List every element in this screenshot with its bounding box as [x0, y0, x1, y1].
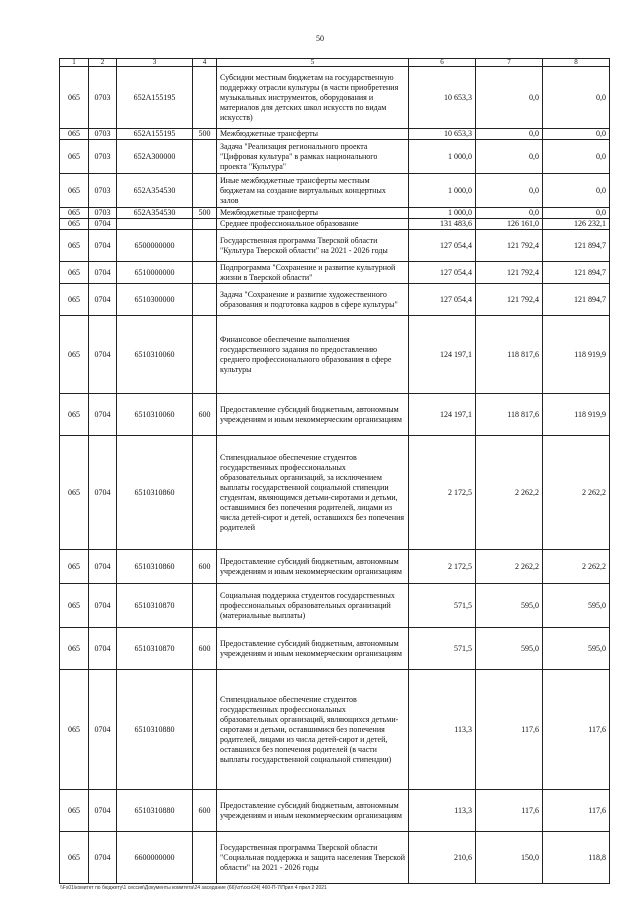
amount-2023-cell: 0,0 [543, 140, 610, 174]
target-article-cell: 6510310870 [117, 584, 193, 628]
section-code-cell: 0704 [89, 262, 117, 284]
amount-2022-cell: 126 161,0 [476, 219, 543, 230]
footer-file-path: \\Fs01\комитет по бюджету\1 сессия\Документы комитета\24 заседание (66)\от\осн\24) 460-П-7\Прил 4 прил 2 2021 [60, 885, 327, 891]
ministry-code-cell: 065 [60, 129, 89, 140]
ministry-code-cell: 065 [60, 584, 89, 628]
amount-2023-cell: 118 919,9 [543, 394, 610, 436]
expense-type-cell: 600 [193, 550, 217, 584]
amount-2021-cell: 127 054,4 [409, 262, 476, 284]
amount-2021-cell: 210,6 [409, 832, 476, 884]
section-code-cell: 0704 [89, 790, 117, 832]
table-row [60, 219, 610, 230]
amount-2021-cell: 10 653,3 [409, 129, 476, 140]
table-row [60, 174, 610, 208]
amount-2021-cell: 113,3 [409, 670, 476, 790]
ministry-code-cell: 065 [60, 262, 89, 284]
ministry-code-cell: 065 [60, 394, 89, 436]
amount-2022-cell: 150,0 [476, 832, 543, 884]
description-cell: Субсидии местным бюджетам на государственную поддержку отрасли культуры (в части приобретения музыкальных инструментов, оборудования и материалов для детских школ искусств по видам искусств) [217, 67, 409, 129]
section-code-cell: 0703 [89, 67, 117, 129]
amount-2021-cell: 10 653,3 [409, 67, 476, 129]
expense-type-cell [193, 670, 217, 790]
amount-2022-cell: 0,0 [476, 174, 543, 208]
ministry-code-cell: 065 [60, 208, 89, 219]
table-row [60, 316, 610, 394]
section-code-cell: 0704 [89, 628, 117, 670]
ministry-code-cell: 065 [60, 436, 89, 550]
section-code-cell: 0704 [89, 316, 117, 394]
header-cell: 6 [409, 59, 476, 67]
expense-type-cell [193, 436, 217, 550]
target-article-cell: 6600000000 [117, 832, 193, 884]
table-row [60, 584, 610, 628]
amount-2023-cell: 118,8 [543, 832, 610, 884]
amount-2023-cell: 121 894,7 [543, 262, 610, 284]
amount-2021-cell: 2 172,5 [409, 550, 476, 584]
table-row [60, 550, 610, 584]
amount-2022-cell: 0,0 [476, 67, 543, 129]
table-row [60, 670, 610, 790]
table-row [60, 284, 610, 316]
amount-2021-cell: 2 172,5 [409, 436, 476, 550]
description-cell: Предоставление субсидий бюджетным, автономным учреждениям и иным некоммерческим организациям [217, 394, 409, 436]
section-code-cell: 0703 [89, 129, 117, 140]
description-cell: Предоставление субсидий бюджетным, автономным учреждениям и иным некоммерческим организациям [217, 790, 409, 832]
target-article-cell: 6510310060 [117, 316, 193, 394]
target-article-cell: 6510310880 [117, 670, 193, 790]
amount-2021-cell: 113,3 [409, 790, 476, 832]
target-article-cell: 6510300000 [117, 284, 193, 316]
amount-2021-cell: 127 054,4 [409, 230, 476, 262]
section-code-cell: 0704 [89, 550, 117, 584]
table-row [60, 436, 610, 550]
description-cell: Подпрограмма "Сохранение и развитие культурной жизни в Тверской области" [217, 262, 409, 284]
table-row [60, 832, 610, 884]
section-code-cell: 0704 [89, 219, 117, 230]
ministry-code-cell: 065 [60, 140, 89, 174]
amount-2022-cell: 118 817,6 [476, 394, 543, 436]
description-cell: Стипендиальное обеспечение студентов государственных профессиональных образовательных организаций, являющихся детьми-сиротами и детьми, оставшимися без попечения родителей, лицами из числа детей-сирот и детей, оставшихся без попечения родителей (в части выплаты государственной социальной стипендии) [217, 670, 409, 790]
description-cell: Межбюджетные трансферты [217, 208, 409, 219]
description-cell: Задача "Реализация регионального проекта "Цифровая культура" в рамках национального проекта "Культура" [217, 140, 409, 174]
amount-2022-cell: 117,6 [476, 670, 543, 790]
amount-2022-cell: 0,0 [476, 140, 543, 174]
amount-2021-cell: 124 197,1 [409, 394, 476, 436]
ministry-code-cell: 065 [60, 628, 89, 670]
expense-type-cell [193, 67, 217, 129]
ministry-code-cell: 065 [60, 230, 89, 262]
target-article-cell: 652A155195 [117, 129, 193, 140]
amount-2023-cell: 0,0 [543, 174, 610, 208]
amount-2023-cell: 121 894,7 [543, 284, 610, 316]
target-article-cell: 6510310870 [117, 628, 193, 670]
expense-type-cell: 600 [193, 628, 217, 670]
header-cell: 1 [60, 59, 89, 67]
amount-2023-cell: 2 262,2 [543, 436, 610, 550]
expense-type-cell [193, 140, 217, 174]
section-code-cell: 0703 [89, 140, 117, 174]
target-article-cell: 6510310860 [117, 436, 193, 550]
expense-type-cell: 600 [193, 394, 217, 436]
expense-type-cell: 500 [193, 129, 217, 140]
amount-2023-cell: 595,0 [543, 584, 610, 628]
target-article-cell: 6510310860 [117, 550, 193, 584]
expense-type-cell [193, 832, 217, 884]
amount-2023-cell: 0,0 [543, 208, 610, 219]
description-cell: Задача "Сохранение и развитие художественного образования и подготовка кадров в сфере культуры" [217, 284, 409, 316]
table-row [60, 67, 610, 129]
amount-2021-cell: 571,5 [409, 584, 476, 628]
ministry-code-cell: 065 [60, 832, 89, 884]
description-cell: Предоставление субсидий бюджетным, автономным учреждениям и иным некоммерческим организациям [217, 550, 409, 584]
table-row [60, 140, 610, 174]
amount-2023-cell: 118 919,9 [543, 316, 610, 394]
section-code-cell: 0704 [89, 394, 117, 436]
amount-2023-cell: 0,0 [543, 67, 610, 129]
section-code-cell: 0703 [89, 174, 117, 208]
header-cell: 8 [543, 59, 610, 67]
table-row [60, 628, 610, 670]
amount-2022-cell: 121 792,4 [476, 284, 543, 316]
description-cell: Государственная программа Тверской области "Социальная поддержка и защита населения Тверской области" на 2021 - 2026 годы [217, 832, 409, 884]
page-number: 50 [316, 34, 324, 43]
section-code-cell: 0703 [89, 208, 117, 219]
description-cell: Межбюджетные трансферты [217, 129, 409, 140]
description-cell: Стипендиальное обеспечение студентов государственных профессиональных образовательных организаций, за исключением выплаты государственной социальной стипендии студентам, являющимся детьми-сиротами и детьми, оставшимися без попечения родителей, лицами из числа детей-сирот и детей, оставшихся без попечения родителей [217, 436, 409, 550]
expense-type-cell [193, 284, 217, 316]
expense-type-cell [193, 262, 217, 284]
expense-type-cell [193, 219, 217, 230]
amount-2022-cell: 117,6 [476, 790, 543, 832]
expense-type-cell [193, 584, 217, 628]
amount-2023-cell: 595,0 [543, 628, 610, 670]
ministry-code-cell: 065 [60, 316, 89, 394]
table-header-row [60, 59, 610, 67]
table-row [60, 129, 610, 140]
amount-2022-cell: 595,0 [476, 628, 543, 670]
amount-2023-cell: 117,6 [543, 670, 610, 790]
target-article-cell: 652A155195 [117, 67, 193, 129]
header-cell: 2 [89, 59, 117, 67]
ministry-code-cell: 065 [60, 550, 89, 584]
ministry-code-cell: 065 [60, 790, 89, 832]
table-row [60, 790, 610, 832]
amount-2023-cell: 2 262,2 [543, 550, 610, 584]
amount-2022-cell: 0,0 [476, 129, 543, 140]
section-code-cell: 0704 [89, 670, 117, 790]
header-cell: 4 [193, 59, 217, 67]
amount-2021-cell: 127 054,4 [409, 284, 476, 316]
section-code-cell: 0704 [89, 230, 117, 262]
amount-2022-cell: 2 262,2 [476, 436, 543, 550]
expense-type-cell [193, 316, 217, 394]
target-article-cell: 6510310060 [117, 394, 193, 436]
section-code-cell: 0704 [89, 436, 117, 550]
amount-2022-cell: 118 817,6 [476, 316, 543, 394]
target-article-cell: 652A300000 [117, 140, 193, 174]
target-article-cell: 6510000000 [117, 262, 193, 284]
header-cell: 3 [117, 59, 193, 67]
amount-2021-cell: 131 483,6 [409, 219, 476, 230]
expense-type-cell [193, 230, 217, 262]
target-article-cell: 6510310880 [117, 790, 193, 832]
ministry-code-cell: 065 [60, 284, 89, 316]
description-cell: Финансовое обеспечение выполнения государственного задания по предоставлению среднего профессионального образования в сфере культуры [217, 316, 409, 394]
amount-2021-cell: 124 197,1 [409, 316, 476, 394]
ministry-code-cell: 065 [60, 174, 89, 208]
ministry-code-cell: 065 [60, 670, 89, 790]
description-cell: Социальная поддержка студентов государственных профессиональных образовательных организаций (материальные выплаты) [217, 584, 409, 628]
description-cell: Государственная программа Тверской области "Культура Тверской области" на 2021 - 2026 годы [217, 230, 409, 262]
expense-type-cell: 500 [193, 208, 217, 219]
amount-2021-cell: 1 000,0 [409, 174, 476, 208]
table-row [60, 208, 610, 219]
section-code-cell: 0704 [89, 832, 117, 884]
amount-2022-cell: 121 792,4 [476, 230, 543, 262]
table-row [60, 394, 610, 436]
ministry-code-cell: 065 [60, 219, 89, 230]
amount-2022-cell: 2 262,2 [476, 550, 543, 584]
description-cell: Иные межбюджетные трансферты местным бюджетам на создание виртуальных концертных залов [217, 174, 409, 208]
target-article-cell: 6500000000 [117, 230, 193, 262]
amount-2022-cell: 121 792,4 [476, 262, 543, 284]
target-article-cell [117, 219, 193, 230]
ministry-code-cell: 065 [60, 67, 89, 129]
amount-2023-cell: 126 232,1 [543, 219, 610, 230]
header-cell: 5 [217, 59, 409, 67]
expense-type-cell: 600 [193, 790, 217, 832]
table-row [60, 230, 610, 262]
amount-2023-cell: 121 894,7 [543, 230, 610, 262]
header-cell: 7 [476, 59, 543, 67]
amount-2021-cell: 571,5 [409, 628, 476, 670]
section-code-cell: 0704 [89, 584, 117, 628]
amount-2022-cell: 595,0 [476, 584, 543, 628]
target-article-cell: 652A354530 [117, 208, 193, 219]
amount-2023-cell: 117,6 [543, 790, 610, 832]
target-article-cell: 652A354530 [117, 174, 193, 208]
description-cell: Предоставление субсидий бюджетным, автономным учреждениям и иным некоммерческим организациям [217, 628, 409, 670]
table-row [60, 262, 610, 284]
amount-2022-cell: 0,0 [476, 208, 543, 219]
expense-type-cell [193, 174, 217, 208]
amount-2023-cell: 0,0 [543, 129, 610, 140]
description-cell: Среднее профессиональное образование [217, 219, 409, 230]
amount-2021-cell: 1 000,0 [409, 208, 476, 219]
section-code-cell: 0704 [89, 284, 117, 316]
amount-2021-cell: 1 000,0 [409, 140, 476, 174]
budget-table [59, 58, 610, 884]
